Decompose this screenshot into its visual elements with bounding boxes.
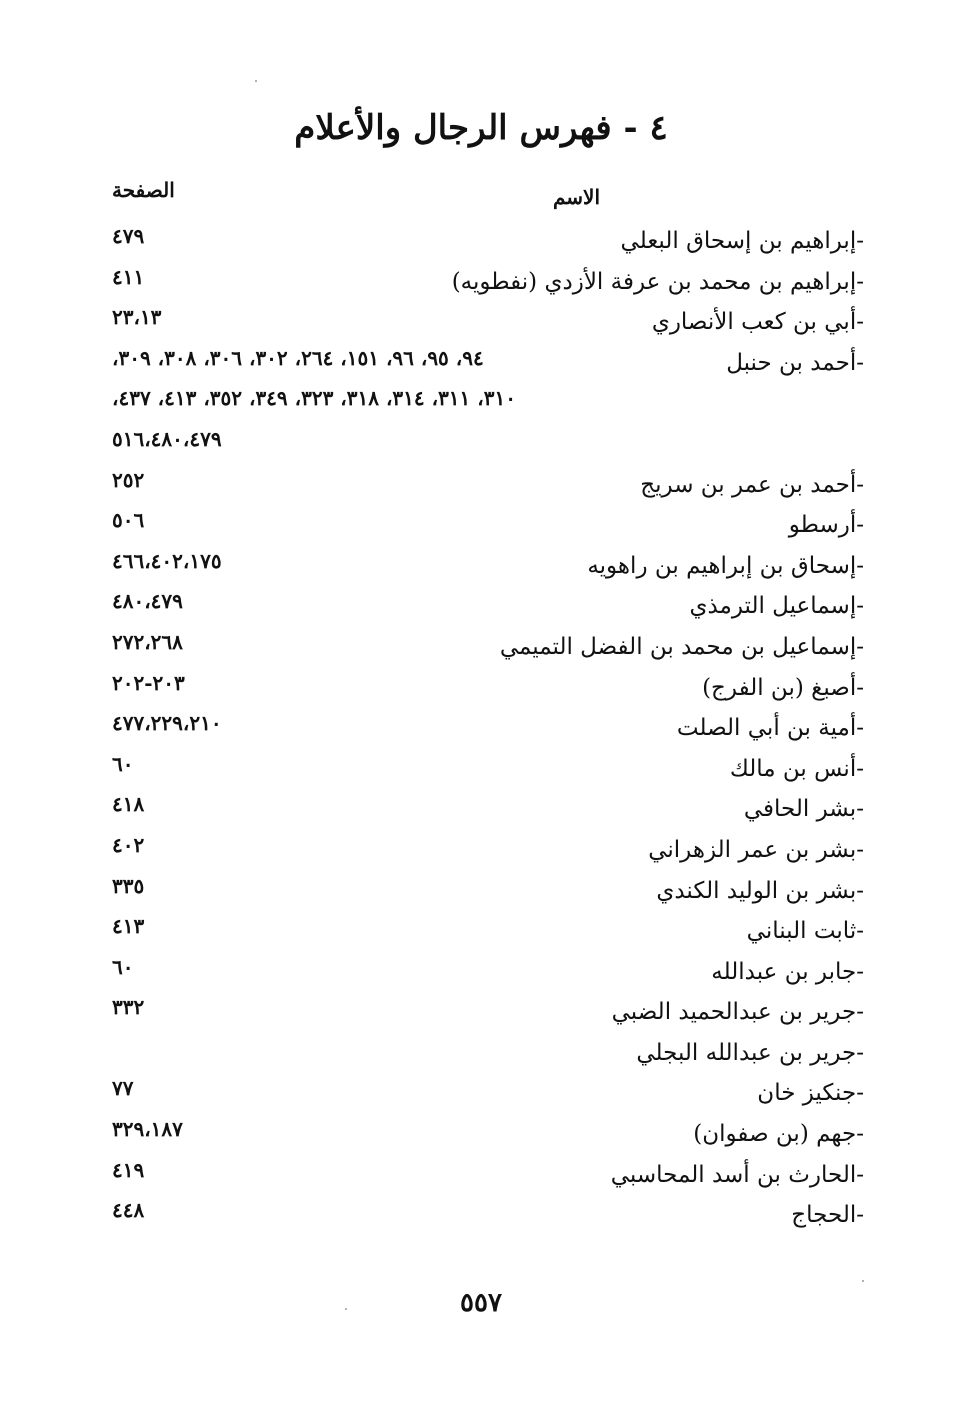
index-pages: ٧٧ bbox=[112, 1076, 134, 1101]
index-row bbox=[0, 303, 962, 344]
index-pages: ٢٠٣-٢٠٢ bbox=[112, 670, 185, 695]
index-pages: ٢٧٢،٢٦٨ bbox=[112, 629, 183, 654]
index-name: -بشر بن الوليد الكندي bbox=[656, 877, 864, 904]
index-name: -أحمد بن عمر بن سريج bbox=[640, 471, 864, 498]
index-row bbox=[0, 628, 962, 669]
index-name: -جنكيز خان bbox=[757, 1080, 864, 1107]
index-pages: ٦٠ bbox=[112, 954, 134, 979]
page-column-header: الصفحة bbox=[112, 178, 175, 202]
index-name: -إسماعيل الترمذي bbox=[689, 593, 864, 620]
index-row bbox=[0, 263, 962, 304]
index-row bbox=[0, 669, 962, 710]
index-pages: ٤٠٢ bbox=[112, 832, 145, 857]
name-column-header: الاسم bbox=[552, 185, 600, 209]
index-name: -جهم (بن صفوان) bbox=[693, 1121, 864, 1148]
index-pages: ٣٣٢ bbox=[112, 995, 145, 1020]
index-pages: ٤٤٨ bbox=[112, 1198, 145, 1223]
index-name: -أرسطو bbox=[788, 512, 864, 539]
index-name: -أبي بن كعب الأنصاري bbox=[651, 309, 864, 336]
index-row-continuation bbox=[0, 425, 962, 466]
index-name: -أنس بن مالك bbox=[729, 755, 864, 782]
index-pages: ٣١٠، ٣١١، ٣١٤، ٣١٨، ٣٢٣، ٣٤٩، ٣٥٢، ٤١٣، ٤٣٧، bbox=[112, 386, 516, 411]
index-row bbox=[0, 547, 962, 588]
index-name: -إبراهيم بن إسحاق البعلي bbox=[620, 228, 864, 254]
index-name: -بشر الحافي bbox=[743, 796, 864, 823]
index-pages: ٤١٨ bbox=[112, 792, 145, 817]
index-pages: ٤١١ bbox=[112, 264, 145, 289]
index-name: -إبراهيم بن محمد بن عرفة الأزدي (نفطويه) bbox=[451, 268, 864, 295]
index-pages: ٤٦٦،٤٠٢،١٧٥ bbox=[112, 548, 222, 573]
index-row-continuation bbox=[0, 384, 962, 425]
index-row bbox=[0, 587, 962, 628]
index-row bbox=[0, 953, 962, 994]
index-name: -إسحاق بن إبراهيم بن راهويه bbox=[587, 552, 864, 579]
page-title: ٤ - فهرس الرجال والأعلام bbox=[294, 108, 668, 148]
index-row bbox=[0, 1156, 962, 1197]
scan-speck bbox=[862, 1280, 864, 1282]
index-name: -إسماعيل بن محمد بن الفضل التميمي bbox=[499, 633, 864, 660]
index-name: -أحمد بن حنبل bbox=[726, 349, 864, 376]
index-pages: ٤٨٠،٤٧٩ bbox=[112, 589, 183, 614]
index-pages: ٣٣٥ bbox=[112, 873, 145, 898]
index-name: -أمية بن أبي الصلت bbox=[676, 715, 864, 742]
index-row bbox=[0, 1115, 962, 1156]
index-row bbox=[0, 506, 962, 547]
index-row bbox=[0, 872, 962, 913]
index-name: -جرير بن عبدالحميد الضبي bbox=[611, 999, 864, 1026]
index-pages: ٢٥٢ bbox=[112, 467, 145, 492]
index-pages: ٤٧٧،٢٢٩،٢١٠ bbox=[112, 711, 222, 736]
index-row bbox=[0, 1196, 962, 1237]
index-row bbox=[0, 750, 962, 791]
index-pages: ٩٤، ٩٥، ٩٦، ١٥١، ٢٦٤، ٣٠٢، ٣٠٦، ٣٠٨، ٣٠٩، bbox=[112, 345, 484, 370]
index-name: -الحجاج bbox=[791, 1202, 864, 1229]
index-name: -أصبغ (بن الفرج) bbox=[702, 674, 864, 701]
index-pages: ٥٠٦ bbox=[112, 508, 145, 533]
scan-speck bbox=[345, 1308, 347, 1310]
index-list bbox=[0, 222, 962, 1237]
page-number: ٥٥٧ bbox=[460, 1288, 502, 1318]
scan-speck bbox=[255, 80, 257, 82]
index-name: -جابر بن عبدالله bbox=[711, 958, 864, 985]
index-row bbox=[0, 831, 962, 872]
index-name: -الحارث بن أسد المحاسبي bbox=[610, 1161, 864, 1188]
index-row bbox=[0, 912, 962, 953]
index-pages: ٤٧٩ bbox=[112, 224, 145, 248]
index-row bbox=[0, 344, 962, 385]
index-name: -جرير بن عبدالله البجلي bbox=[636, 1039, 864, 1066]
index-row bbox=[0, 790, 962, 831]
index-pages: ٥١٦،٤٨٠،٤٧٩ bbox=[112, 426, 222, 451]
index-row bbox=[0, 222, 962, 263]
index-pages: ٤١٣ bbox=[112, 914, 145, 939]
index-row bbox=[0, 1074, 962, 1115]
index-row bbox=[0, 993, 962, 1034]
index-row bbox=[0, 466, 962, 507]
index-pages: ٢٣،١٣ bbox=[112, 305, 162, 330]
index-row bbox=[0, 709, 962, 750]
index-pages: ٦٠ bbox=[112, 751, 134, 776]
index-pages: ٣٢٩،١٨٧ bbox=[112, 1117, 183, 1142]
index-pages: ٤١٩ bbox=[112, 1157, 145, 1182]
index-name: -ثابت البناني bbox=[746, 918, 864, 945]
index-row bbox=[0, 1034, 962, 1075]
index-name: -بشر بن عمر الزهراني bbox=[648, 836, 864, 863]
